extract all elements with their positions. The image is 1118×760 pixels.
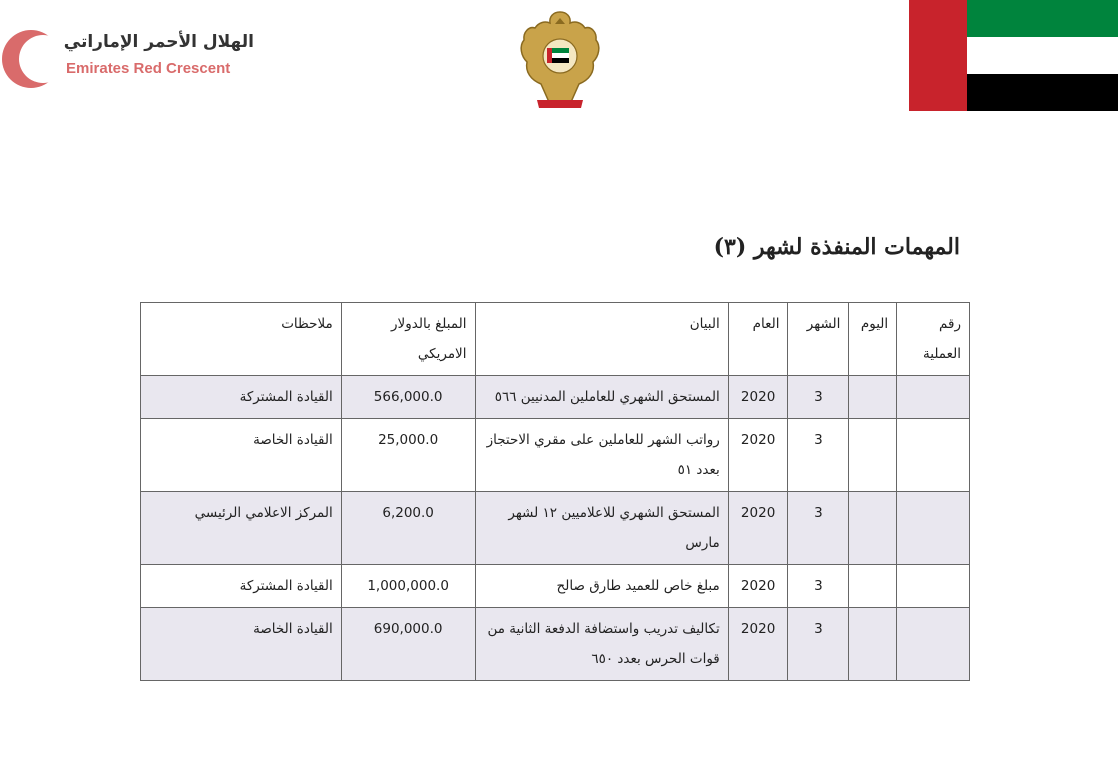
table-row bbox=[141, 565, 970, 608]
header-description: البيان bbox=[475, 303, 728, 376]
cell-year: 2020 bbox=[728, 419, 788, 492]
crescent-icon bbox=[0, 28, 62, 90]
cell-description: مبلغ خاص للعميد طارق صالح bbox=[475, 565, 728, 608]
cell-description: رواتب الشهر للعاملين على مقري الاحتجاز بعدد ٥١ bbox=[475, 419, 728, 492]
cell-month: 3 bbox=[788, 376, 849, 419]
cell-month: 3 bbox=[788, 492, 849, 565]
cell-notes: القيادة الخاصة bbox=[141, 419, 342, 492]
cell-op-no bbox=[897, 608, 970, 681]
cell-notes: القيادة المشتركة bbox=[141, 565, 342, 608]
cell-op-no bbox=[897, 376, 970, 419]
cell-year: 2020 bbox=[728, 492, 788, 565]
page-title: المهمات المنفذة لشهر (٣) bbox=[713, 234, 960, 260]
cell-month: 3 bbox=[788, 565, 849, 608]
cell-month: 3 bbox=[788, 419, 849, 492]
uae-flag-icon bbox=[909, 0, 1118, 111]
cell-amount: 566,000.0 bbox=[341, 376, 475, 419]
cell-day bbox=[849, 492, 897, 565]
cell-year: 2020 bbox=[728, 608, 788, 681]
cell-year: 2020 bbox=[728, 376, 788, 419]
cell-amount: 25,000.0 bbox=[341, 419, 475, 492]
header-notes: ملاحظات bbox=[141, 303, 342, 376]
header-month: الشهر bbox=[788, 303, 849, 376]
table-header-row bbox=[141, 303, 970, 376]
cell-day bbox=[849, 419, 897, 492]
cell-description: المستحق الشهري للعاملين المدنيين ٥٦٦ bbox=[475, 376, 728, 419]
cell-year: 2020 bbox=[728, 565, 788, 608]
cell-month: 3 bbox=[788, 608, 849, 681]
cell-amount: 6,200.0 bbox=[341, 492, 475, 565]
cell-op-no bbox=[897, 492, 970, 565]
cell-description: المستحق الشهري للاعلاميين ١٢ لشهر مارس bbox=[475, 492, 728, 565]
cell-description: تكاليف تدريب واستضافة الدفعة الثانية من قوات الحرس بعدد ٦٥٠ bbox=[475, 608, 728, 681]
header-amount: المبلغ بالدولار الامريكي bbox=[341, 303, 475, 376]
cell-day bbox=[849, 565, 897, 608]
cell-day bbox=[849, 608, 897, 681]
cell-op-no bbox=[897, 565, 970, 608]
table-row bbox=[141, 608, 970, 681]
cell-amount: 1,000,000.0 bbox=[341, 565, 475, 608]
header-day: اليوم bbox=[849, 303, 897, 376]
operations-table bbox=[140, 302, 970, 681]
cell-amount: 690,000.0 bbox=[341, 608, 475, 681]
header-op-no: رقم العملية bbox=[897, 303, 970, 376]
uae-coat-of-arms-icon bbox=[515, 8, 605, 110]
cell-op-no bbox=[897, 419, 970, 492]
cell-notes: القيادة المشتركة bbox=[141, 376, 342, 419]
cell-notes: القيادة الخاصة bbox=[141, 608, 342, 681]
emirates-red-crescent-logo bbox=[0, 20, 260, 100]
table-row bbox=[141, 419, 970, 492]
header-year: العام bbox=[728, 303, 788, 376]
table-row bbox=[141, 492, 970, 565]
logo-english-name: Emirates Red Crescent bbox=[66, 60, 231, 77]
cell-notes: المركز الاعلامي الرئيسي bbox=[141, 492, 342, 565]
table-row bbox=[141, 376, 970, 419]
cell-day bbox=[849, 376, 897, 419]
logo-arabic-name: الهلال الأحمر الإماراتي bbox=[63, 32, 254, 52]
